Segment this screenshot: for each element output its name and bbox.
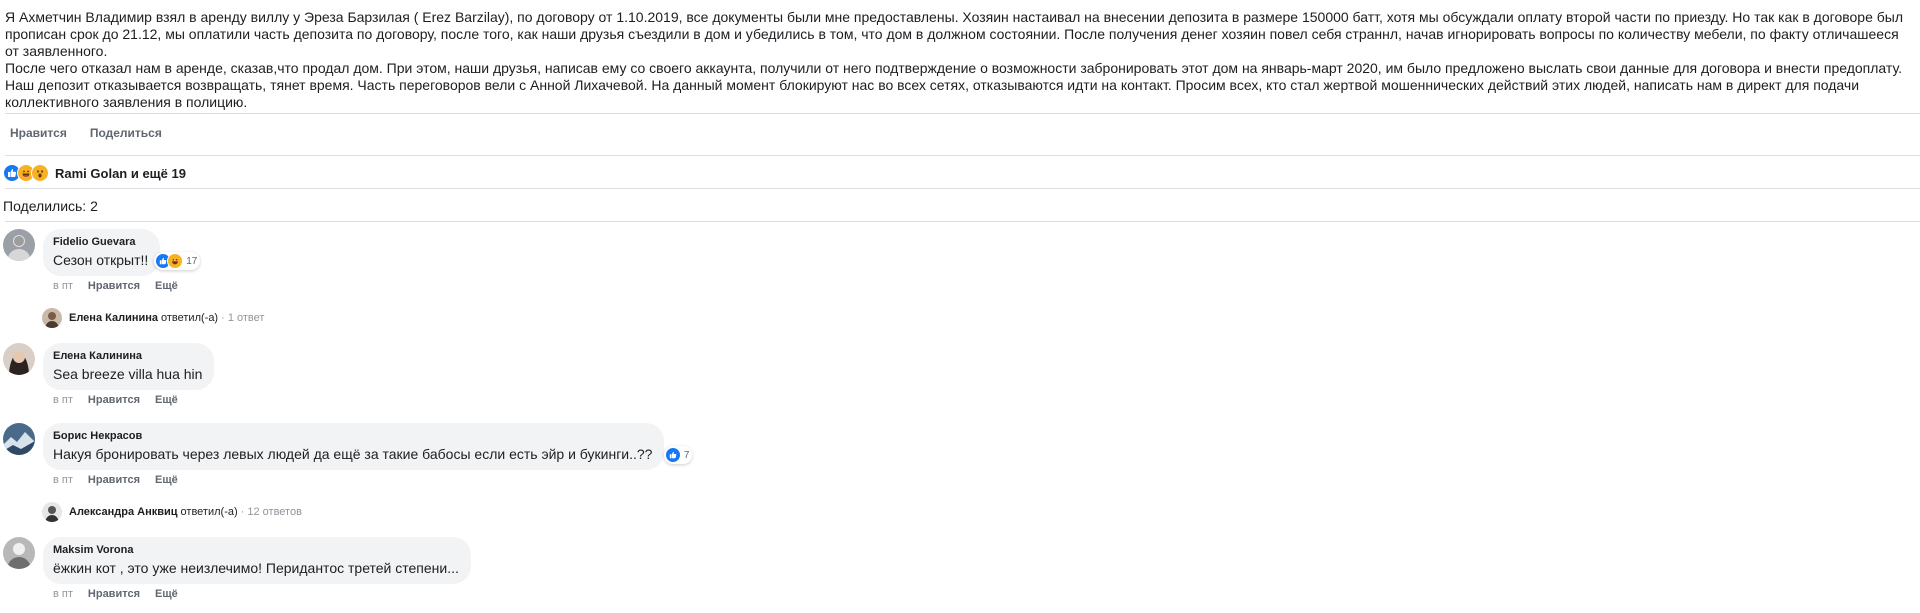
reaction-count: 17 [186, 255, 198, 267]
comment-meta [53, 394, 214, 406]
divider [5, 155, 1920, 156]
post-body [5, 9, 1915, 111]
divider [5, 113, 1920, 114]
wow-reaction-icon [31, 164, 49, 182]
post-paragraph-1: Я Ахметчин Владимир взял в аренду виллу у Эреза Барзилая ( Erez Barzilay), по договору от 1.10.2019, все документы были мне предоставлены. Хозяин настаивал на внесении депозита в размере 150000 батт, хотя мы обсуждали оплату второй части по приезду. Но так как в договоре был прописан срок до 21.12, мы оплатили часть депозита по договору, после того, как наши друзья съездили в дом и убедились в том, что дом в должном состоянии. После получения денег хозяин повел себя страннл, начав игнорировать вопросы по количеству мебели, по факту отличашееся от заявленного. [5, 9, 1904, 59]
comment-author[interactable]: Борис Некрасов [53, 430, 143, 442]
shares-count[interactable]: Поделились: 2 [3, 198, 98, 214]
comment-more-link[interactable]: Ещё [155, 474, 178, 486]
comment-item [3, 423, 690, 486]
comment-more-link[interactable]: Ещё [155, 394, 178, 406]
avatar [42, 308, 62, 328]
comment-meta [53, 280, 178, 292]
reply-summary[interactable] [42, 308, 264, 328]
comment-like-link[interactable]: Нравится [87, 474, 140, 486]
avatar[interactable] [3, 343, 35, 375]
comment-time[interactable]: в пт [53, 474, 73, 486]
comment-item [3, 343, 214, 406]
reply-count[interactable]: · 1 ответ [221, 312, 265, 324]
post-paragraph-2: После чего отказал нам в аренде, сказав,что продал дом. При этом, наши друзья, написав ему со своего аккаунта, получили от него подтверждение о возможности забронировать этот дом на январь-март 2020, им было предложено выслать свои данные для договора и внести предоплату. Наш депозит отказывается возвращать, тянет время. Часть переговоров вели с Анной Лихачевой. На данный момент блокируют нас во всех сетях, отказываются идти на контакт. Просим всех, кто стал жертвой мошеннических действий этих людей, написать нам в директ для подачи коллективного заявления в полицию. [5, 60, 1902, 110]
avatar[interactable] [3, 537, 35, 569]
comment-text: Sea breeze villa hua hin [53, 366, 203, 382]
comment-like-link[interactable]: Нравится [87, 280, 140, 292]
comment-reactions[interactable] [664, 446, 693, 464]
like-button[interactable]: Нравится [10, 126, 67, 140]
avatar [42, 502, 62, 522]
comment-like-link[interactable]: Нравится [87, 588, 140, 600]
comment-item [3, 537, 471, 600]
reply-author[interactable]: Александра Анквиц [69, 506, 178, 518]
comment-bubble [43, 423, 690, 470]
comment-text: Накуя бронировать через левых людей да ещё за такие бабосы если есть эйр и букинги..?? [53, 446, 653, 462]
reply-author[interactable]: Елена Калинина [69, 312, 158, 324]
reactions-summary[interactable] [3, 164, 186, 182]
share-button[interactable]: Поделиться [89, 126, 162, 140]
reactions-names[interactable]: Rami Golan и ещё 19 [55, 165, 186, 181]
reaction-count: 7 [683, 449, 690, 461]
comment-bubble [43, 537, 471, 584]
comment-more-link[interactable]: Ещё [155, 280, 178, 292]
haha-reaction-icon [167, 253, 183, 269]
comment-item [3, 229, 198, 292]
comment-time[interactable]: в пт [53, 394, 73, 406]
reply-verb: ответил(-а) [180, 506, 238, 518]
reply-summary[interactable] [42, 502, 302, 522]
post-action-bar [10, 126, 162, 142]
reply-count[interactable]: · 12 ответов [240, 506, 302, 518]
comment-more-link[interactable]: Ещё [155, 588, 178, 600]
comment-reactions[interactable] [154, 252, 200, 270]
comment-text: ёжкин кот , это уже неизлечимо! Перидантос третей степени... [53, 560, 459, 576]
comment-meta [53, 474, 664, 486]
divider [5, 221, 1920, 222]
comment-author[interactable]: Maksim Vorona [53, 544, 134, 556]
reply-verb: ответил(-а) [161, 312, 219, 324]
comment-text: Сезон открыт!! [53, 252, 149, 268]
comment-author[interactable]: Елена Калинина [53, 350, 142, 362]
comment-meta [53, 588, 471, 600]
comment-bubble [43, 343, 214, 390]
divider [5, 188, 1920, 189]
comment-bubble [43, 229, 198, 276]
comment-author[interactable]: Fidelio Guevara [53, 236, 136, 248]
comment-like-link[interactable]: Нравится [87, 394, 140, 406]
comment-time[interactable]: в пт [53, 280, 73, 292]
avatar[interactable] [3, 423, 35, 455]
comment-time[interactable]: в пт [53, 588, 73, 600]
avatar[interactable] [3, 229, 35, 261]
like-reaction-icon [665, 447, 681, 463]
